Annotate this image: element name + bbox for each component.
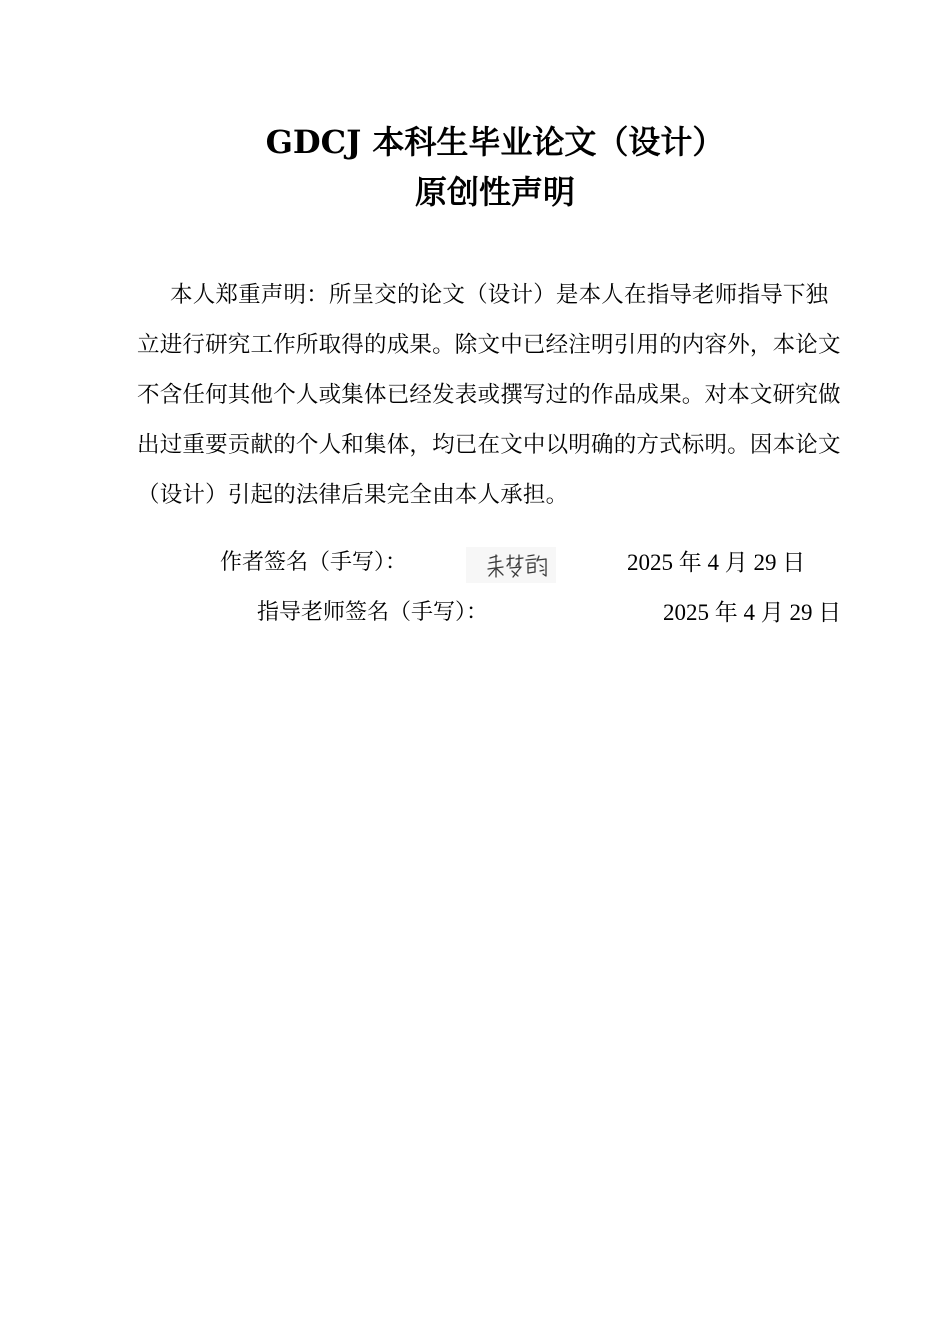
page-subtitle: 原创性声明 xyxy=(414,173,575,211)
declaration-body xyxy=(137,270,849,520)
author-handwritten-signature xyxy=(466,547,556,583)
advisor-signature-date: 2025 年 4 月 29 日 xyxy=(663,600,842,625)
author-signature-label: 作者签名（手写）： xyxy=(220,550,408,575)
page-title: GDCJ 本科生毕业论文（设计） xyxy=(265,123,725,161)
author-signature-date: 2025 年 4 月 29 日 xyxy=(627,550,806,575)
advisor-signature-label: 指导老师签名（手写）： xyxy=(257,600,489,625)
declaration-paragraph: 本人郑重声明：所呈交的论文（设计）是本人在指导老师指导下独立进行研究工作所取得的成果。除文中已经注明引用的内容外，本论文不含任何其他个人或集体已经发表或撰写过的作品成果。对本文研究做出过重要贡献的个人和集体，均已在文中以明确的方式标明。因本论文（设计）引起的法律后果完全由本人承担。 xyxy=(137,282,841,508)
